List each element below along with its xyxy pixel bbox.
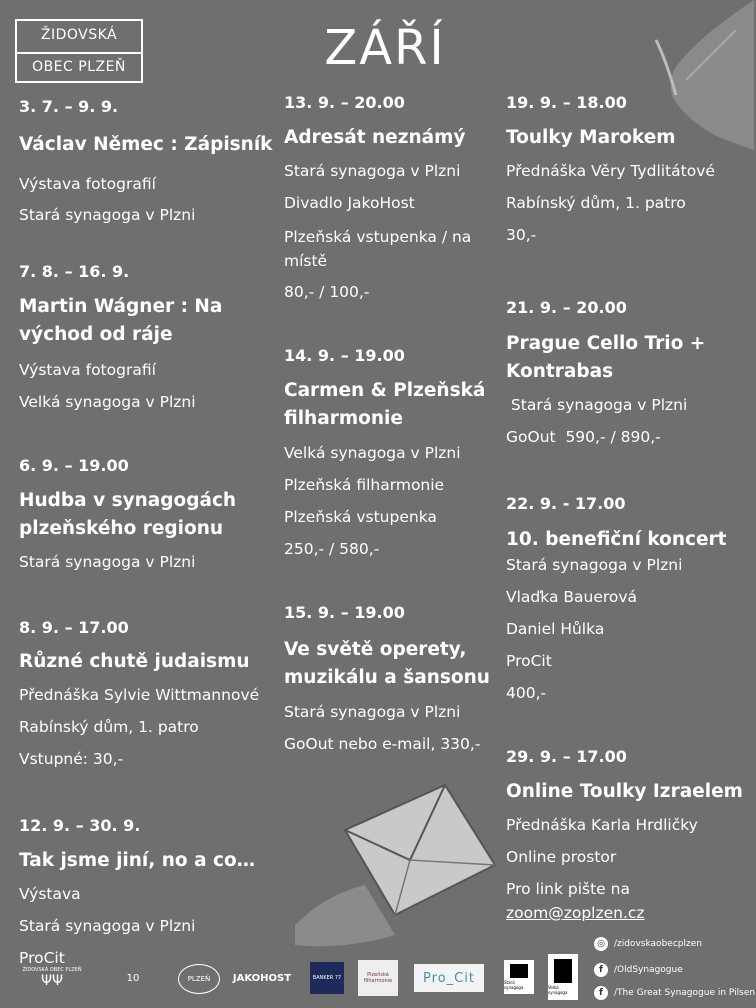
event-info: Přednáška Věry Tydlitátové xyxy=(506,162,715,180)
event-title: Různé chutě judaismu xyxy=(19,651,250,672)
event-info: Přednáška Sylvie Wittmannové xyxy=(19,686,260,704)
event-title: 10. benefiční koncert xyxy=(506,529,727,550)
event-date: 22. 9. - 17.00 xyxy=(506,494,626,513)
facebook-handle: /The Great Synagogue in Pilsen xyxy=(614,988,756,998)
event-info: Výstava xyxy=(19,885,81,903)
logo-line-2: OBEC PLZEŇ xyxy=(32,59,126,75)
event-title: Toulky Marokem xyxy=(506,127,676,148)
event-info: 30,- xyxy=(506,226,537,244)
social-facebook-old-synagogue[interactable] xyxy=(594,963,683,977)
instagram-handle: /zidovskaobecplzen xyxy=(614,939,702,949)
event-title: Adresát neznámý xyxy=(284,127,466,148)
event-info: Vstupné: 30,- xyxy=(19,750,124,768)
event-date: 12. 9. – 30. 9. xyxy=(19,816,141,835)
event-info: 400,- xyxy=(506,684,547,702)
facebook-icon: f xyxy=(594,963,608,977)
event-info: Divadlo JakoHost xyxy=(284,194,415,212)
event-info: Plzeňská filharmonie xyxy=(284,476,445,494)
sponsor-banker-logo: BANKER 77 xyxy=(310,962,344,994)
event-title: Ve světě operety, muzikálu a šansonu xyxy=(284,639,490,688)
event-info: Stará synagoga v Plzni xyxy=(506,556,683,574)
event-info: Rabínský dům, 1. patro xyxy=(506,194,686,212)
event-info: Plzeňská vstupenka xyxy=(284,508,437,526)
event-info: 80,- / 100,- xyxy=(284,283,370,301)
event-info: Rabínský dům, 1. patro xyxy=(19,718,199,736)
event-info: Stará synagoga v Plzni xyxy=(284,703,461,721)
instagram-icon: ◎ xyxy=(594,937,608,951)
event-date: 13. 9. – 20.00 xyxy=(284,93,405,112)
social-facebook-great-synagogue[interactable] xyxy=(594,986,755,1000)
event-date: 21. 9. – 20.00 xyxy=(506,298,627,317)
event-info: Stará synagoga v Plzni xyxy=(284,162,461,180)
logo-line-1: ŽIDOVSKÁ xyxy=(40,27,118,43)
social-instagram[interactable] xyxy=(594,937,702,951)
envelope-illustration xyxy=(285,775,505,955)
event-info: 250,- / 580,- xyxy=(284,540,380,558)
event-info: Stará synagoga v Plzni xyxy=(19,206,196,224)
event-date: 15. 9. – 19.00 xyxy=(284,603,405,622)
sponsor-jakohost-logo: JAKOHOST xyxy=(232,972,292,984)
synagogue-icon xyxy=(554,959,572,983)
sponsor-old-synagogue-logo xyxy=(504,960,534,994)
event-title: Online Toulky Izraelem xyxy=(506,781,743,802)
sponsor-filharmonie-logo: Plzeňská filharmonie xyxy=(358,960,398,996)
event-info: Stará synagoga v Plzni xyxy=(19,917,196,935)
event-date: 29. 9. – 17.00 xyxy=(506,747,627,766)
sponsor-name: Stará synagoga xyxy=(504,980,524,990)
sponsor-great-synagogue-logo xyxy=(548,954,578,1000)
event-date: 7. 8. – 16. 9. xyxy=(19,262,130,281)
sponsor-name: Velká synagoga xyxy=(548,985,568,995)
month-title: ZÁŘÍ xyxy=(324,20,446,76)
sponsor-jewish-community-logo xyxy=(12,958,92,998)
event-info: Přednáška Karla Hrdličky xyxy=(506,816,698,834)
event-title: Carmen & Plzeňská filharmonie xyxy=(284,380,486,429)
sponsor-plzen-logo: PLZEŇ xyxy=(178,964,220,994)
event-info: ProCit xyxy=(506,652,552,670)
facebook-handle: /OldSynagogue xyxy=(614,965,683,975)
sponsor-10-logo: 10 xyxy=(126,972,140,984)
event-title: Václav Němec : Zápisník xyxy=(19,134,273,155)
event-info: ProCit xyxy=(19,949,65,967)
event-date: 3. 7. – 9. 9. xyxy=(19,97,119,116)
event-title: Tak jsme jiní, no a co… xyxy=(19,850,256,871)
event-date: 19. 9. – 18.00 xyxy=(506,93,627,112)
event-info: Plzeňská vstupenka / na místě xyxy=(284,228,472,270)
synagogue-icon xyxy=(510,964,528,978)
event-info: Výstava fotografií xyxy=(19,175,156,193)
event-info: Pro link pište na xyxy=(506,880,630,898)
event-date: 14. 9. – 19.00 xyxy=(284,346,405,365)
community-logo xyxy=(15,19,143,83)
event-info: Velká synagoga v Plzni xyxy=(19,393,196,411)
event-info: Stará synagoga v Plzni xyxy=(19,553,196,571)
event-date: 6. 9. – 19.00 xyxy=(19,456,129,475)
contact-email-link[interactable]: zoom@zoplzen.cz xyxy=(506,904,645,922)
menorah-icon: ΨΨ xyxy=(40,973,64,989)
event-info: Online prostor xyxy=(506,848,617,866)
event-info: Stará synagoga v Plzni xyxy=(506,396,688,414)
event-info: Výstava fotografií xyxy=(19,361,156,379)
event-title: Hudba v synagogách plzeňského regionu xyxy=(19,490,237,539)
event-info: GoOut nebo e-mail, 330,- xyxy=(284,735,481,753)
event-info: Daniel Hůlka xyxy=(506,620,605,638)
event-info: Vlaďka Bauerová xyxy=(506,588,638,606)
event-date: 8. 9. – 17.00 xyxy=(19,618,129,637)
sponsor-name: ŽIDOVSKÁ OBEC PLZEŇ xyxy=(22,967,82,973)
event-info: GoOut 590,- / 890,- xyxy=(506,428,661,446)
facebook-icon: f xyxy=(594,986,608,1000)
event-title: Martin Wágner : Na východ od ráje xyxy=(19,296,223,345)
event-title: Prague Cello Trio + Kontrabas xyxy=(506,333,706,382)
event-info: Velká synagoga v Plzni xyxy=(284,444,461,462)
sponsor-procit-logo: Pro_Cit xyxy=(414,964,484,992)
